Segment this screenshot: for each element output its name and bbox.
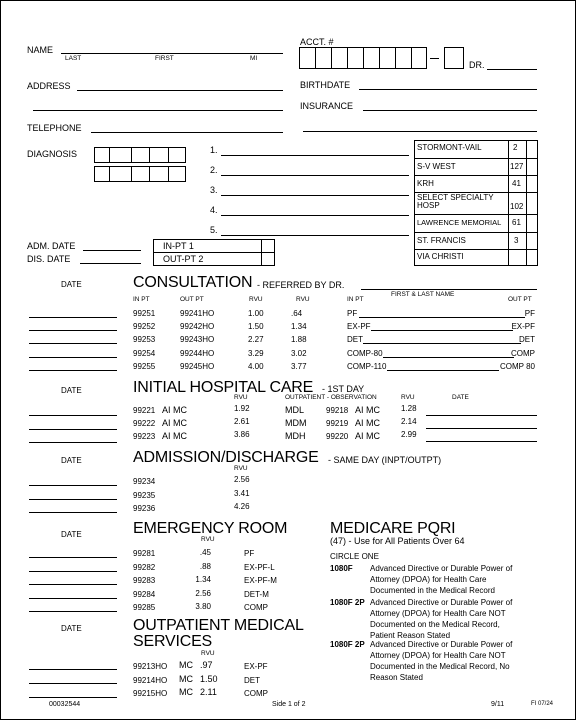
level-label: DET — [347, 335, 363, 344]
rvu-value: 1.92 — [234, 404, 250, 413]
level-label: EX-PF — [244, 662, 268, 671]
cpt-code[interactable]: 99220 — [326, 432, 349, 441]
date-line[interactable] — [29, 317, 117, 318]
date-label: DATE — [61, 456, 82, 465]
date-line[interactable] — [29, 584, 117, 585]
modifier: AI MC — [355, 405, 381, 415]
pqri-desc: Documented in the Medical Record — [370, 586, 495, 595]
dr-label: DR. — [469, 60, 485, 70]
admission-discharge-title: ADMISSION/DISCHARGE — [133, 449, 319, 466]
cpt-code[interactable]: 99285 — [133, 603, 156, 612]
cpt-code[interactable]: 99223 — [133, 432, 156, 441]
pqri-desc: Attorney (DPOA) for Health Care NOT — [370, 651, 506, 660]
pqri-desc: Advanced Directive or Durable Power of — [370, 598, 513, 607]
modifier: AI MC — [355, 418, 381, 428]
modifier: MC — [179, 674, 193, 684]
date-line[interactable] — [29, 683, 117, 684]
admission-discharge-subtitle: - SAME DAY (INPT/OUTPT) — [328, 455, 442, 465]
acct-suffix-box[interactable] — [444, 47, 464, 69]
diagnosis-number: 4. — [210, 205, 218, 215]
modifier: AI MC — [162, 405, 188, 415]
telephone-field[interactable] — [91, 132, 283, 133]
col-header: RVU — [201, 536, 215, 543]
date-line[interactable] — [29, 571, 117, 572]
cpt-code[interactable]: 99244HO — [180, 349, 215, 358]
rvu-value: 2.61 — [234, 417, 250, 426]
birthdate-field[interactable] — [359, 89, 537, 90]
level-label: DET-M — [244, 590, 269, 599]
name-line[interactable] — [359, 317, 525, 318]
date-line[interactable] — [426, 428, 537, 429]
diagnosis-line-2[interactable] — [221, 175, 409, 176]
rvu-value: .97 — [200, 660, 213, 670]
dr-field[interactable] — [487, 69, 537, 70]
diagnosis-label: DIAGNOSIS — [27, 149, 78, 159]
initial-hospital-care-title: INITIAL HOSPITAL CARE — [133, 379, 314, 396]
date-line[interactable] — [29, 512, 117, 513]
telephone-label: TELEPHONE — [27, 123, 82, 133]
diagnosis-line-5[interactable] — [221, 235, 409, 236]
name-mi-label: MI — [250, 55, 258, 62]
diagnosis-line-4[interactable] — [221, 215, 409, 216]
modifier: AI MC — [355, 431, 381, 441]
diagnosis-line-1[interactable] — [221, 155, 409, 156]
rvu-value: .88 — [199, 562, 211, 571]
rvu-value: 3.02 — [291, 349, 307, 358]
level-label: COMP — [511, 349, 535, 358]
name-line[interactable] — [383, 357, 514, 358]
pqri-code[interactable]: 1080F 2P — [330, 640, 365, 649]
rvu-value: 1.50 — [248, 322, 264, 331]
level-label: MDH — [285, 431, 306, 441]
cpt-code[interactable]: 99222 — [133, 419, 156, 428]
level-label: EX-PF — [347, 322, 371, 331]
diagnosis-number: 2. — [210, 165, 218, 175]
rvu-value: 2.11 — [200, 687, 217, 697]
rvu-value: 1.28 — [401, 404, 417, 413]
name-line[interactable] — [387, 370, 499, 371]
rvu-value: 4.26 — [234, 502, 250, 511]
hospital-code: 41 — [512, 179, 521, 188]
diagnosis-code-boxes-2[interactable] — [94, 166, 186, 182]
level-label: COMP-110 — [347, 362, 387, 371]
date-code: 9/11 — [491, 701, 505, 708]
referred-by-field[interactable] — [361, 289, 537, 290]
date-label: DATE — [61, 624, 82, 633]
col-header: RVU — [296, 296, 310, 303]
date-line[interactable] — [29, 442, 117, 443]
consultation-subtitle: - REFERRED BY DR. — [257, 280, 345, 290]
cpt-code[interactable]: 99241HO — [180, 309, 215, 318]
level-label: COMP — [244, 603, 268, 612]
diagnosis-code-boxes-1[interactable] — [94, 147, 186, 163]
pqri-desc: Advanced Directive or Durable Power of — [370, 564, 513, 573]
col-header: RVU — [234, 465, 248, 472]
rvu-value: 3.77 — [291, 362, 307, 371]
level-label: DET — [244, 676, 260, 685]
hospital-name: KRH — [417, 179, 434, 188]
cpt-code[interactable]: 99236 — [133, 504, 156, 513]
col-header: RVU — [249, 296, 263, 303]
level-label: COMP — [244, 689, 268, 698]
outpt-label: OUT-PT 2 — [163, 254, 204, 264]
outpatient-medical-title-line2: SERVICES — [133, 633, 213, 650]
rvu-value: 2.56 — [195, 589, 211, 598]
date-label: DATE — [61, 530, 82, 539]
col-header: IN PT — [133, 296, 150, 303]
inpt-label: IN-PT 1 — [163, 241, 194, 251]
col-header: OUT PT — [180, 296, 204, 303]
col-header: DATE — [452, 394, 469, 401]
outpt-checkbox[interactable] — [262, 253, 274, 265]
date-line[interactable] — [29, 415, 117, 416]
address-label: ADDRESS — [27, 81, 71, 91]
diagnosis-number: 1. — [210, 145, 218, 155]
acct-label: ACCT. # — [300, 37, 334, 47]
level-label: MDL — [285, 405, 305, 415]
hospital-name: SELECT SPECIALTY HOSP — [417, 193, 494, 210]
date-line[interactable] — [29, 598, 117, 599]
rvu-value: 2.99 — [401, 430, 417, 439]
rvu-value: 3.29 — [248, 349, 264, 358]
col-header: OUT PT — [508, 296, 532, 303]
cpt-code[interactable]: 99255 — [133, 362, 156, 371]
cpt-code[interactable]: 99213HO — [133, 662, 168, 671]
hospital-code: 61 — [512, 218, 521, 227]
pqri-desc: Attorney (DPOA) for Health Care — [370, 575, 487, 584]
hospital-name: LAWRENCE MEMORIAL — [417, 218, 502, 227]
name-label: NAME — [27, 45, 54, 55]
level-label: COMP 80 — [500, 362, 535, 371]
date-line[interactable] — [29, 697, 117, 698]
rvu-value: 4.00 — [248, 362, 264, 371]
pqri-desc: Advanced Directive or Durable Power of — [370, 640, 513, 649]
cpt-code[interactable]: 99254 — [133, 349, 156, 358]
name-line[interactable] — [363, 343, 521, 344]
form-number: 00032544 — [49, 701, 81, 708]
date-line[interactable] — [29, 557, 117, 558]
level-label: COMP-80 — [347, 349, 383, 358]
pqri-desc: Attorney (DPOA) for Health Care NOT — [370, 609, 506, 618]
rvu-value: 2.56 — [234, 475, 250, 484]
cpt-code[interactable]: 99245HO — [180, 362, 215, 371]
cpt-code[interactable]: 99215HO — [133, 689, 168, 698]
form-code: FI 07/24 — [531, 701, 554, 707]
consultation-title: CONSULTATION — [133, 274, 253, 291]
modifier: AI MC — [162, 431, 188, 441]
col-header: RVU — [234, 394, 248, 401]
page-side: Side 1 of 2 — [272, 701, 306, 708]
date-line[interactable] — [29, 485, 117, 486]
col-header: FIRST & LAST NAME — [391, 291, 455, 298]
level-label: DET — [519, 335, 535, 344]
hospital-name: STORMONT-VAIL — [417, 143, 482, 152]
rvu-value: 1.50 — [200, 674, 218, 684]
name-line[interactable] — [371, 330, 513, 331]
level-label: EX-PF-L — [244, 563, 275, 572]
insurance-label: INSURANCE — [300, 101, 354, 111]
cpt-code[interactable]: 99281 — [133, 549, 156, 558]
cpt-code[interactable]: 99251 — [133, 309, 156, 318]
hospital-code: 127 — [510, 162, 524, 171]
cpt-code[interactable]: 99282 — [133, 563, 156, 572]
rvu-value: 1.34 — [291, 322, 307, 331]
rvu-value: 3.86 — [234, 430, 250, 439]
hospital-code: 2 — [513, 143, 518, 152]
rvu-value: 2.14 — [401, 417, 417, 426]
hospital-code: 3 — [514, 236, 519, 245]
address-field-line2[interactable] — [33, 110, 283, 111]
diagnosis-number: 3. — [210, 185, 218, 195]
level-label: MDM — [285, 418, 307, 428]
date-label: DATE — [61, 386, 82, 395]
date-line[interactable] — [29, 429, 117, 430]
adm-date-label: ADM. DATE — [27, 241, 76, 251]
circle-one-label: CIRCLE ONE — [330, 552, 379, 561]
name-last-label: LAST — [65, 55, 82, 62]
level-label: PF — [347, 309, 358, 318]
hospital-name: S-V WEST — [417, 162, 456, 171]
modifier: MC — [179, 687, 193, 697]
rvu-value: 1.34 — [195, 575, 211, 584]
cpt-code[interactable]: 99283 — [133, 576, 156, 585]
level-label: PF — [524, 309, 535, 318]
hospital-code: 102 — [510, 202, 524, 211]
inpt-checkbox[interactable] — [262, 240, 274, 252]
cpt-code[interactable]: 99219 — [326, 419, 349, 428]
medicare-pqri-title: MEDICARE PQRI — [330, 520, 456, 537]
rvu-value: 1.88 — [291, 335, 307, 344]
cpt-code[interactable]: 99284 — [133, 590, 156, 599]
level-label: EX-PF-M — [244, 576, 277, 585]
cpt-code[interactable]: 99243HO — [180, 335, 215, 344]
pqri-desc: Documented on the Medical Record, — [370, 620, 500, 629]
name-field[interactable] — [61, 53, 283, 54]
cpt-code[interactable]: 99252 — [133, 322, 156, 331]
date-line[interactable] — [29, 343, 117, 344]
rvu-value: .64 — [291, 309, 303, 318]
rvu-value: 3.80 — [195, 602, 211, 611]
cpt-code[interactable]: 99235 — [133, 491, 156, 500]
insurance-field-line2[interactable] — [303, 131, 537, 132]
dis-date-field[interactable] — [80, 263, 141, 264]
modifier: AI MC — [162, 418, 188, 428]
adm-date-field[interactable] — [83, 250, 141, 251]
diagnosis-line-3[interactable] — [221, 195, 409, 196]
cpt-code[interactable]: 99253 — [133, 335, 156, 344]
date-line[interactable] — [29, 330, 117, 331]
initial-hospital-care-subtitle: - 1ST DAY — [322, 384, 365, 394]
date-line[interactable] — [426, 415, 537, 416]
cpt-code[interactable]: 99214HO — [133, 676, 168, 685]
pqri-desc: Reason Stated — [370, 673, 423, 682]
cpt-code[interactable]: 99218 — [326, 406, 349, 415]
col-header: IN PT — [347, 296, 364, 303]
date-line[interactable] — [29, 669, 117, 670]
date-line[interactable] — [426, 441, 537, 442]
pqri-desc: Documented in the Medical Record, No — [370, 662, 510, 671]
medicare-pqri-subtitle: (47) - Use for All Patients Over 64 — [330, 536, 465, 546]
hospital-name: VIA CHRISTI — [417, 252, 464, 261]
name-first-label: FIRST — [155, 55, 174, 62]
birthdate-label: BIRTHDATE — [300, 80, 351, 90]
col-header: RVU — [401, 394, 415, 401]
date-label: DATE — [61, 280, 82, 289]
col-header: RVU — [201, 650, 215, 657]
emergency-room-title: EMERGENCY ROOM — [133, 520, 288, 537]
modifier: MC — [179, 660, 193, 670]
cpt-code[interactable]: 99221 — [133, 406, 156, 415]
outpatient-medical-title: OUTPATIENT MEDICAL — [133, 617, 304, 634]
rvu-value: .45 — [199, 548, 211, 557]
pqri-desc: Patient Reason Stated — [370, 631, 451, 640]
level-label: EX-PF — [511, 322, 535, 331]
date-line[interactable] — [29, 611, 117, 612]
hospital-name: ST. FRANCIS — [417, 236, 466, 245]
insurance-field[interactable] — [363, 110, 537, 111]
rvu-value: 1.00 — [248, 309, 264, 318]
pqri-code[interactable]: 1080F — [330, 564, 353, 573]
address-field[interactable] — [77, 90, 283, 91]
col-header: OUTPATIENT - OBSERVATION — [285, 394, 377, 401]
dis-date-label: DIS. DATE — [27, 254, 71, 264]
date-line[interactable] — [29, 357, 117, 358]
cpt-code[interactable]: 99234 — [133, 477, 156, 486]
cpt-code[interactable]: 99242HO — [180, 322, 215, 331]
rvu-value: 3.41 — [234, 489, 250, 498]
pqri-code[interactable]: 1080F 2P — [330, 598, 365, 607]
diagnosis-number: 5. — [210, 225, 218, 235]
rvu-value: 2.27 — [248, 335, 264, 344]
date-line[interactable] — [29, 499, 117, 500]
level-label: PF — [244, 549, 255, 558]
date-line[interactable] — [29, 370, 117, 371]
